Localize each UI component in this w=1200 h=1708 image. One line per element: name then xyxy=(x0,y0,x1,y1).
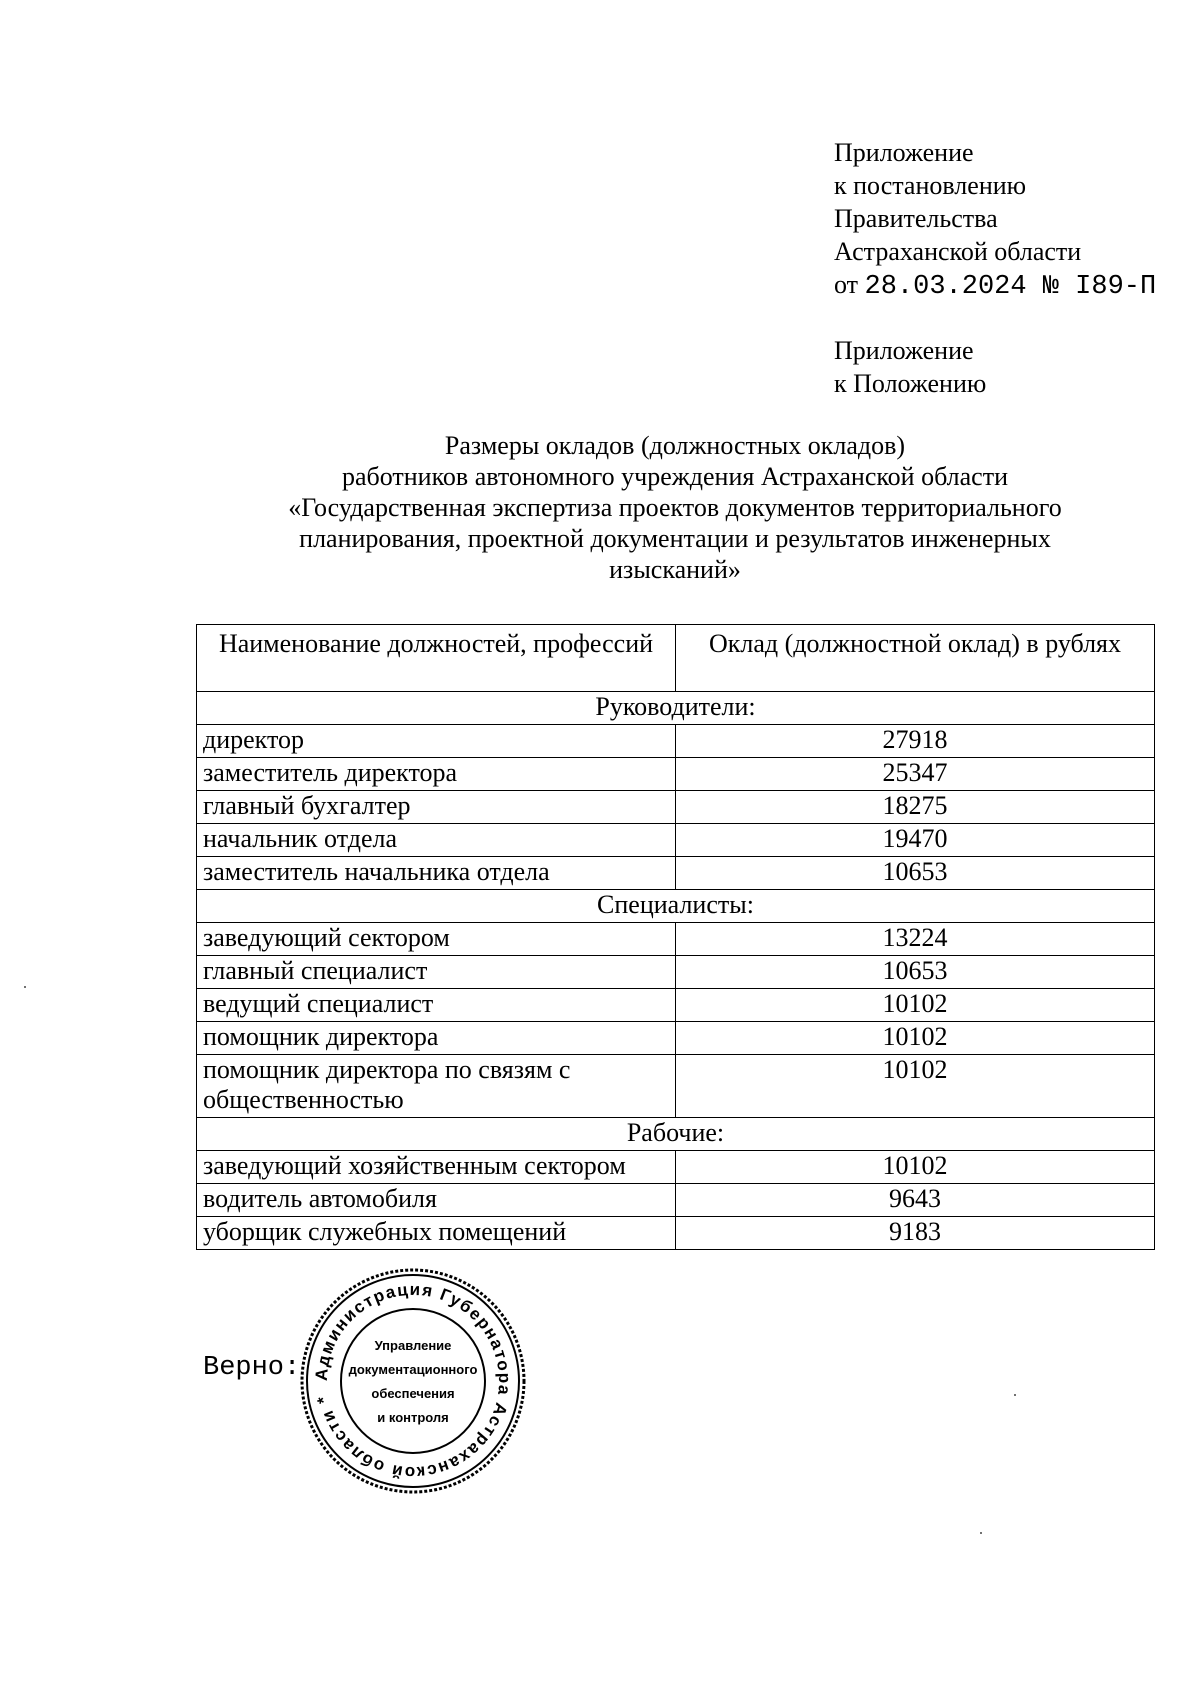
salary-value: 10102 xyxy=(676,989,1155,1022)
stamp-inner-line: Управление xyxy=(374,1338,452,1353)
salary-value: 19470 xyxy=(676,824,1155,857)
position-name: начальник отдела xyxy=(197,824,676,857)
position-name: помощник директора xyxy=(197,1022,676,1055)
position-name: директор xyxy=(197,725,676,758)
position-name: уборщик служебных помещений xyxy=(197,1217,676,1250)
position-name: помощник директора по связям с общественностью xyxy=(197,1055,676,1118)
salary-value: 10653 xyxy=(676,956,1155,989)
salary-value: 25347 xyxy=(676,758,1155,791)
sub-header-line: к Положению xyxy=(834,369,987,398)
column-header-salary: Оклад (должностной оклад) в рублях xyxy=(676,625,1155,692)
title-line: изысканий» xyxy=(609,555,741,584)
section-row xyxy=(197,692,1155,725)
official-stamp xyxy=(298,1266,528,1496)
stamp-inner-text xyxy=(349,1338,478,1425)
table-row xyxy=(197,989,1155,1022)
salary-value: 18275 xyxy=(676,791,1155,824)
title-line: Размеры окладов (должностных окладов) xyxy=(444,431,906,460)
header-line: Приложение xyxy=(834,138,974,167)
table-row xyxy=(197,1055,1155,1118)
table-row xyxy=(197,857,1155,890)
title-line: планирования, проектной документации и результатов инженерных xyxy=(299,524,1051,553)
table-row xyxy=(197,725,1155,758)
position-name: заведующий хозяйственным сектором xyxy=(197,1151,676,1184)
stamp-inner-ring xyxy=(341,1309,485,1453)
sub-header-line: Приложение xyxy=(834,336,974,365)
appendix-header xyxy=(834,136,1156,400)
position-name: заместитель начальника отдела xyxy=(197,857,676,890)
section-title-specialists: Специалисты: xyxy=(197,890,1155,923)
table-row xyxy=(197,923,1155,956)
table-row xyxy=(197,791,1155,824)
table-row xyxy=(197,1022,1155,1055)
table-row xyxy=(197,758,1155,791)
table-row xyxy=(197,1151,1155,1184)
title-line: работников автономного учреждения Астраханской области xyxy=(341,462,1008,491)
document-title xyxy=(190,430,1160,585)
verno-label: Верно: xyxy=(203,1353,301,1383)
section-title-workers: Рабочие: xyxy=(197,1118,1155,1151)
column-header-position: Наименование должностей, профессий xyxy=(197,625,676,692)
header-line: Астраханской области xyxy=(834,237,1082,266)
date-prefix: от xyxy=(834,270,859,299)
stamp-outer-ring xyxy=(302,1270,524,1492)
decree-date-line xyxy=(834,268,1156,304)
position-name: заведующий сектором xyxy=(197,923,676,956)
stamp-ring xyxy=(307,1275,519,1487)
table-row xyxy=(197,824,1155,857)
salary-value: 10102 xyxy=(676,1022,1155,1055)
table-row xyxy=(197,1217,1155,1250)
salary-value: 10102 xyxy=(676,1151,1155,1184)
stamp-inner-line: и контроля xyxy=(377,1410,449,1425)
scan-speck xyxy=(980,1532,982,1534)
salary-value: 10653 xyxy=(676,857,1155,890)
position-name: ведущий специалист xyxy=(197,989,676,1022)
stamp-outer-text: Администрация Губернатора Астраханской области * xyxy=(311,1279,515,1483)
stamp-inner-line: документационного xyxy=(348,1362,478,1377)
scan-speck xyxy=(24,986,26,988)
table-header-row xyxy=(197,625,1155,692)
section-title-managers: Руководители: xyxy=(197,692,1155,725)
section-row xyxy=(197,1118,1155,1151)
header-line: Правительства xyxy=(834,204,998,233)
section-row xyxy=(197,890,1155,923)
salary-value: 9183 xyxy=(676,1217,1155,1250)
table-row xyxy=(197,1184,1155,1217)
salary-value: 27918 xyxy=(676,725,1155,758)
stamp-inner-line: обеспечения xyxy=(371,1386,455,1401)
title-line: «Государственная экспертиза проектов документов территориального xyxy=(288,493,1062,522)
table-row xyxy=(197,956,1155,989)
position-name: заместитель директора xyxy=(197,758,676,791)
salary-value: 13224 xyxy=(676,923,1155,956)
scan-speck xyxy=(1014,1394,1016,1396)
decree-date-number: 28.03.2024 № I89-П xyxy=(864,272,1157,302)
position-name: главный бухгалтер xyxy=(197,791,676,824)
salary-value: 9643 xyxy=(676,1184,1155,1217)
position-name: главный специалист xyxy=(197,956,676,989)
salary-value: 10102 xyxy=(676,1055,1155,1118)
position-name: водитель автомобиля xyxy=(197,1184,676,1217)
header-line: к постановлению xyxy=(834,171,1027,200)
salary-table xyxy=(196,624,1155,1250)
